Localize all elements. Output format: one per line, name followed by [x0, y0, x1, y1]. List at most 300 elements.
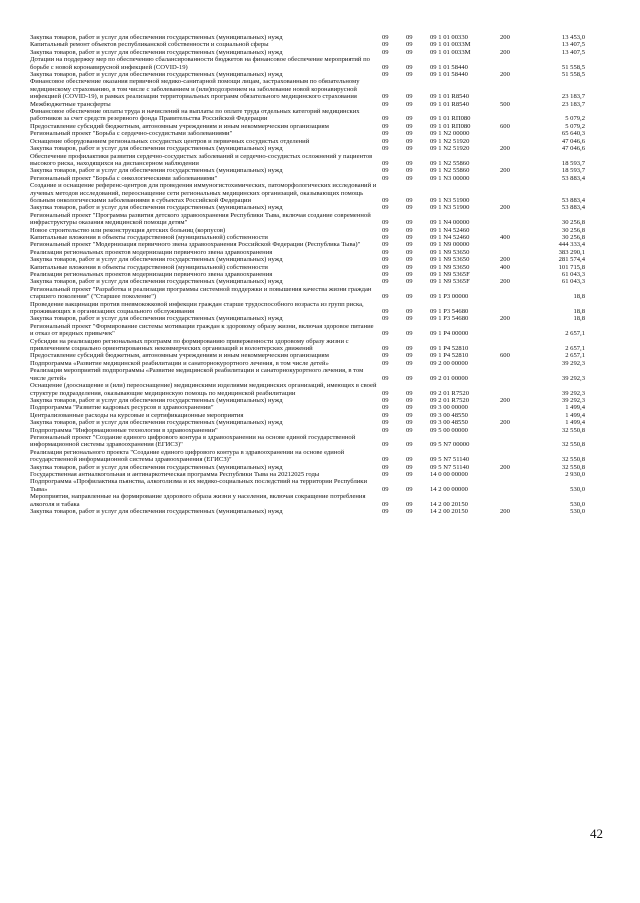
table-row: [30, 241, 585, 248]
row-target-code: 09 3 00 48550: [430, 411, 468, 419]
table-row: [30, 360, 585, 367]
row-target-code: 09 1 N9 53650: [430, 248, 470, 256]
row-amount: 23 183,7: [561, 100, 585, 108]
row-target-code: 09 1 01 RП080: [430, 115, 471, 123]
row-amount: 5 079,2: [565, 115, 585, 123]
table-row: [30, 278, 585, 285]
row-target-code: 09 3 00 48550: [430, 419, 468, 427]
row-section-code: 09: [382, 419, 389, 427]
row-subsection-code: 09: [406, 456, 413, 464]
row-amount: 13 407,5: [561, 41, 585, 49]
row-target-code: 09 1 01 00330: [430, 34, 468, 41]
row-amount: 530,0: [570, 500, 585, 508]
row-target-code: 09 1 01 R8540: [430, 100, 470, 108]
row-name: Закупка товаров, работ и услуг для обеспечения государственных (муниципальных) нужд: [30, 71, 283, 79]
row-name: Оснащение оборудованием региональных сосудистых центров и первичных сосудистых отделений: [30, 137, 310, 145]
table-row: [30, 449, 585, 464]
row-subsection-code: 09: [406, 159, 413, 167]
row-expense-type-code: 200: [500, 419, 510, 427]
row-amount: 47 046,6: [561, 137, 585, 145]
row-target-code: 09 2 01 00000: [430, 374, 468, 382]
row-expense-type-code: 200: [500, 278, 510, 286]
row-target-code: 09 1 N2 00000: [430, 130, 470, 138]
row-subsection-code: 09: [406, 219, 413, 227]
row-name: Закупка товаров, работ и услуг для обеспечения государственных (муниципальных) нужд: [30, 145, 283, 153]
row-target-code: 09 2 01 R7520: [430, 396, 470, 404]
row-amount: 23 183,7: [561, 93, 585, 101]
table-row: [30, 153, 585, 168]
row-target-code: 14 2 00 20150: [430, 500, 468, 508]
row-name: Региональный проект "Модернизация первичного звена здравоохранения Российской Федерации (Республика Тыва)": [30, 241, 361, 249]
row-amount: 444 333,4: [558, 241, 585, 249]
row-section-code: 09: [382, 93, 389, 101]
row-amount: 53 883,4: [561, 174, 585, 182]
row-name: Подпрограмма «Профилактика пьянства, алкоголизма и их медико-социальных последствий на территории Республики Тыва»: [30, 478, 368, 493]
table-row: [30, 227, 585, 234]
row-subsection-code: 09: [406, 463, 413, 471]
row-name: Финансовое обеспечение оказания первичной медико-санитарной помощи лицам, застрахованным по обязательному медицинскому страхованию, в том числе с заболеванием и (или)подозрением на заболевание новой коронавирусной инфекцией (COVID-19), в рамках реализации территориальных программ обязательного медицинского страхования: [30, 78, 360, 101]
row-target-code: 09 1 01 0033М: [430, 48, 471, 56]
row-name: Капитальные вложения в объекты государственной (муниципальной) собственности: [30, 263, 268, 271]
row-name: Региональный проект "Борьба с онкологическими заболеваниями": [30, 174, 218, 182]
row-name: Реализация регионального проекта "Создание единого цифрового контура в здравоохранении на основе единой государственной информационной системы здравоохранения (ЕГИСЗ)": [30, 448, 345, 464]
row-amount: 101 715,8: [558, 263, 585, 271]
row-target-code: 09 1 N4 00000: [430, 219, 470, 227]
row-section-code: 09: [382, 71, 389, 79]
row-amount: 18 593,7: [561, 167, 585, 175]
row-target-code: 09 2 00 00000: [430, 359, 468, 367]
row-amount: 32 550,8: [561, 456, 585, 464]
row-expense-type-code: 400: [500, 233, 510, 241]
row-section-code: 09: [382, 456, 389, 464]
table-row: [30, 234, 585, 241]
table-row: [30, 471, 585, 478]
row-name: Региональный проект "Формирование системы мотивации граждан к здоровому образу жизни, включая здоровое питание и отказ от вредных привычек": [30, 322, 374, 338]
row-subsection-code: 09: [406, 71, 413, 79]
row-expense-type-code: 200: [500, 145, 510, 153]
row-section-code: 09: [382, 315, 389, 323]
row-section-code: 09: [382, 485, 389, 493]
row-name: Дотации на поддержку мер по обеспечению сбалансированности бюджетов на финансовое обеспечение мероприятий по борьбе с новой коронавирусной инфекцией (COVID-19): [30, 56, 370, 71]
row-target-code: 09 1 01 0033М: [430, 41, 471, 49]
row-section-code: 09: [382, 41, 389, 49]
row-expense-type-code: 200: [500, 48, 510, 56]
row-amount: 39 292,3: [561, 389, 585, 397]
table-row: [30, 434, 585, 449]
row-amount: 13 453,0: [561, 34, 585, 41]
row-subsection-code: 09: [406, 293, 413, 301]
row-amount: 18,8: [573, 315, 585, 323]
row-section-code: 09: [382, 293, 389, 301]
row-section-code: 09: [382, 404, 389, 412]
row-amount: 30 256,8: [561, 226, 585, 234]
row-subsection-code: 09: [406, 241, 413, 249]
row-name: Закупка товаров, работ и услуг для обеспечения государственных (муниципальных) нужд: [30, 419, 283, 427]
row-amount: 281 574,4: [558, 256, 585, 264]
row-subsection-code: 09: [406, 271, 413, 278]
row-amount: 18 593,7: [561, 159, 585, 167]
row-name: Субсидии на реализацию региональных программ по формированию приверженности здоровому образу жизни с привлечением социально ориентированных некоммерческих организаций и волонтерских движений: [30, 337, 349, 353]
row-target-code: 09 1 01 R8540: [430, 93, 470, 101]
row-target-code: 09 3 00 00000: [430, 404, 468, 412]
row-target-code: 14 0 00 00000: [430, 470, 468, 478]
row-target-code: 09 1 01 58440: [430, 71, 468, 79]
row-target-code: 09 1 N4 52460: [430, 226, 470, 234]
row-section-code: 09: [382, 204, 389, 212]
row-subsection-code: 09: [406, 441, 413, 449]
row-name: Реализация региональных проектов модернизации первичного звена здравоохранения: [30, 248, 273, 256]
row-subsection-code: 09: [406, 404, 413, 412]
row-name: Капитальные вложения в объекты государственной (муниципальной) собственности: [30, 233, 268, 241]
table-row: [30, 212, 585, 227]
row-name: Реализация региональных проектов модернизации первичного звена здравоохранения: [30, 271, 273, 278]
row-target-code: 09 1 N9 5365F: [430, 278, 470, 286]
row-subsection-code: 09: [406, 374, 413, 382]
row-name: Закупка товаров, работ и услуг для обеспечения государственных (муниципальных) нужд: [30, 48, 283, 56]
table-row: [30, 182, 585, 204]
table-row: [30, 397, 585, 404]
row-section-code: 09: [382, 359, 389, 367]
row-expense-type-code: 200: [500, 463, 510, 471]
row-subsection-code: 09: [406, 426, 413, 434]
row-section-code: 09: [382, 100, 389, 108]
row-subsection-code: 09: [406, 330, 413, 338]
row-expense-type-code: 200: [500, 256, 510, 264]
row-target-code: 09 1 N3 51900: [430, 204, 470, 212]
table-row: [30, 249, 585, 256]
row-amount: 18,8: [573, 293, 585, 301]
row-subsection-code: 09: [406, 278, 413, 286]
row-expense-type-code: 400: [500, 263, 510, 271]
row-target-code: 09 1 P4 00000: [430, 330, 469, 338]
row-name: Региональный проект "Разработка и реализация программы системной поддержки и повышения качества жизни граждан старшего поколения" ("Старшее поколение"): [30, 285, 372, 301]
row-amount: 30 256,8: [561, 233, 585, 241]
row-amount: 39 292,3: [561, 374, 585, 382]
row-target-code: 14 2 00 20150: [430, 508, 468, 515]
row-subsection-code: 09: [406, 508, 413, 515]
row-amount: 383 290,1: [558, 248, 585, 256]
row-amount: 47 046,6: [561, 145, 585, 153]
row-section-code: 09: [382, 426, 389, 434]
row-amount: 32 550,8: [561, 463, 585, 471]
row-name: Закупка товаров, работ и услуг для обеспечения государственных (муниципальных) нужд: [30, 167, 283, 175]
row-subsection-code: 09: [406, 196, 413, 204]
row-target-code: 09 1 N2 51920: [430, 137, 470, 145]
table-row: [30, 49, 585, 56]
row-subsection-code: 09: [406, 470, 413, 478]
row-section-code: 09: [382, 352, 389, 360]
row-amount: 1 499,4: [565, 404, 585, 412]
row-section-code: 09: [382, 137, 389, 145]
row-expense-type-code: 200: [500, 204, 510, 212]
row-target-code: 09 5 00 00000: [430, 426, 468, 434]
row-amount: 30 256,8: [561, 219, 585, 227]
row-section-code: 09: [382, 145, 389, 153]
table-row: [30, 34, 585, 41]
table-row: [30, 493, 585, 508]
table-row: [30, 56, 585, 71]
row-section-code: 09: [382, 463, 389, 471]
row-subsection-code: 09: [406, 93, 413, 101]
table-row: [30, 419, 585, 426]
row-subsection-code: 09: [406, 419, 413, 427]
row-name: Региональный проект "Борьба с сердечно-сосудистыми заболеваниями": [30, 130, 233, 138]
row-amount: 2 657,1: [565, 352, 585, 360]
row-amount: 1 499,4: [565, 411, 585, 419]
row-section-code: 09: [382, 470, 389, 478]
table-row: [30, 145, 585, 152]
row-target-code: 09 1 P4 52810: [430, 345, 469, 353]
row-target-code: 09 1 01 58440: [430, 63, 468, 71]
table-row: [30, 464, 585, 471]
row-section-code: 09: [382, 500, 389, 508]
row-target-code: 09 1 N9 00000: [430, 241, 470, 249]
table-row: [30, 78, 585, 100]
table-row: [30, 175, 585, 182]
row-amount: 1 499,4: [565, 419, 585, 427]
budget-table: [30, 34, 585, 515]
row-target-code: 09 5 N7 51140: [430, 463, 470, 471]
row-target-code: 09 1 01 RП080: [430, 122, 471, 130]
row-subsection-code: 09: [406, 485, 413, 493]
row-name: Закупка товаров, работ и услуг для обеспечения государственных (муниципальных) нужд: [30, 34, 283, 41]
row-name: Оснащение (дооснащение и (или) переоснащение) медицинскими изделиями медицинских организаций, имеющих в своей структуре подразделения, оказывающие медицинскую помощь по медицинской реабилитации: [30, 382, 377, 397]
row-subsection-code: 09: [406, 137, 413, 145]
row-subsection-code: 09: [406, 345, 413, 353]
row-subsection-code: 09: [406, 145, 413, 153]
row-subsection-code: 09: [406, 48, 413, 56]
row-subsection-code: 09: [406, 315, 413, 323]
row-name: Закупка товаров, работ и услуг для обеспечения государственных (муниципальных) нужд: [30, 278, 283, 286]
row-target-code: 09 1 N3 51900: [430, 196, 470, 204]
table-row: [30, 367, 585, 382]
row-amount: 32 550,8: [561, 441, 585, 449]
row-target-code: 09 1 P3 00000: [430, 293, 469, 301]
row-name: Централизованные расходы на курсовые и сертификационные мероприятия: [30, 411, 244, 419]
row-section-code: 09: [382, 233, 389, 241]
row-section-code: 09: [382, 196, 389, 204]
row-target-code: 09 1 P4 52810: [430, 352, 469, 360]
table-row: [30, 167, 585, 174]
row-target-code: 09 1 N3 00000: [430, 174, 470, 182]
row-name: Создание и оснащение референс-центров для проведения иммуногистохимических, патоморфологических исследований и лучевых методов исследований, переоснащение сети региональных медицинских организаций, оказывающих помощь больным онкологическими заболеваниями в субъектах Российской Федерации: [30, 182, 377, 204]
row-section-code: 09: [382, 122, 389, 130]
table-row: [30, 264, 585, 271]
row-amount: 39 292,3: [561, 396, 585, 404]
row-subsection-code: 09: [406, 308, 413, 316]
row-target-code: 09 1 N9 5365F: [430, 271, 470, 278]
row-subsection-code: 09: [406, 34, 413, 41]
row-expense-type-code: 200: [500, 167, 510, 175]
table-row: [30, 286, 585, 301]
row-amount: 2 657,1: [565, 330, 585, 338]
row-amount: 53 883,4: [561, 196, 585, 204]
row-target-code: 09 1 N2 55860: [430, 159, 470, 167]
row-subsection-code: 09: [406, 352, 413, 360]
table-row: [30, 352, 585, 359]
row-expense-type-code: 600: [500, 352, 510, 360]
row-expense-type-code: 200: [500, 71, 510, 79]
row-amount: 51 558,5: [561, 71, 585, 79]
row-name: Закупка товаров, работ и услуг для обеспечения государственных (муниципальных) нужд: [30, 396, 283, 404]
row-name: Предоставление субсидий бюджетным, автономным учреждениям и иным некоммерческим организациям: [30, 122, 329, 130]
table-row: [30, 101, 585, 108]
row-name: Новое строительство или реконструкция детских больниц (корпусов): [30, 226, 226, 234]
row-name: Закупка товаров, работ и услуг для обеспечения государственных (муниципальных) нужд: [30, 463, 283, 471]
row-target-code: 09 1 N4 52460: [430, 233, 470, 241]
row-section-code: 09: [382, 508, 389, 515]
table-row: [30, 130, 585, 137]
row-section-code: 09: [382, 130, 389, 138]
row-name: Финансовое обеспечение оплаты труда и начислений на выплаты по оплате труда отдельных категорий медицинских работников за счет средств резервного фонда Правительства Российской Федерации: [30, 108, 360, 123]
row-expense-type-code: 200: [500, 34, 510, 41]
row-subsection-code: 09: [406, 115, 413, 123]
row-target-code: 09 5 N7 00000: [430, 441, 470, 449]
row-section-code: 09: [382, 330, 389, 338]
table-row: [30, 315, 585, 322]
row-target-code: 09 2 01 R7520: [430, 389, 470, 397]
row-subsection-code: 09: [406, 256, 413, 264]
row-target-code: 09 5 N7 51140: [430, 456, 470, 464]
table-row: [30, 41, 585, 48]
row-section-code: 09: [382, 256, 389, 264]
row-subsection-code: 09: [406, 63, 413, 71]
row-amount: 51 558,5: [561, 63, 585, 71]
table-row: [30, 108, 585, 123]
table-row: [30, 138, 585, 145]
table-row: [30, 204, 585, 211]
page-number: 42: [590, 826, 603, 841]
row-section-code: 09: [382, 389, 389, 397]
row-name: Предоставление субсидий бюджетным, автономным учреждениям и иным некоммерческим организациям: [30, 352, 329, 360]
table-row: [30, 404, 585, 411]
row-name: Закупка товаров, работ и услуг для обеспечения государственных (муниципальных) нужд: [30, 315, 283, 323]
row-section-code: 09: [382, 271, 389, 278]
row-section-code: 09: [382, 115, 389, 123]
row-subsection-code: 09: [406, 174, 413, 182]
row-section-code: 09: [382, 263, 389, 271]
row-section-code: 09: [382, 48, 389, 56]
row-section-code: 09: [382, 159, 389, 167]
table-row: [30, 338, 585, 353]
row-amount: 2 930,0: [565, 470, 585, 478]
row-name: Подпрограмма «Развитие медицинской реабилитации и санаторнокурортного лечения, в том числе детей»: [30, 359, 329, 367]
row-name: Обеспечение профилактики развития сердечно-сосудистых заболеваний и сердечно-сосудистых осложнений у пациентов высокого риска, находящихся на диспансерном наблюдении: [30, 152, 373, 167]
row-subsection-code: 09: [406, 411, 413, 419]
table-row: [30, 256, 585, 263]
row-subsection-code: 09: [406, 389, 413, 397]
row-amount: 39 292,3: [561, 359, 585, 367]
row-name: Подпрограмма "Развитие кадровых ресурсов в здравоохранении": [30, 404, 214, 412]
row-amount: 5 079,2: [565, 122, 585, 130]
row-section-code: 09: [382, 34, 389, 41]
row-target-code: 09 1 N9 53650: [430, 263, 470, 271]
row-subsection-code: 09: [406, 233, 413, 241]
row-amount: 2 657,1: [565, 345, 585, 353]
row-expense-type-code: 200: [500, 315, 510, 323]
row-amount: 61 043,3: [561, 278, 585, 286]
row-expense-type-code: 200: [500, 396, 510, 404]
row-amount: 61 043,3: [561, 271, 585, 278]
table-row: [30, 323, 585, 338]
row-subsection-code: 09: [406, 359, 413, 367]
row-section-code: 09: [382, 219, 389, 227]
row-target-code: 09 1 N2 55860: [430, 167, 470, 175]
row-subsection-code: 09: [406, 396, 413, 404]
row-amount: 530,0: [570, 485, 585, 493]
table-row: [30, 478, 585, 493]
table-row: [30, 508, 585, 515]
row-name: Закупка товаров, работ и услуг для обеспечения государственных (муниципальных) нужд: [30, 508, 283, 515]
row-expense-type-code: 200: [500, 508, 510, 515]
row-subsection-code: 09: [406, 130, 413, 138]
row-subsection-code: 09: [406, 100, 413, 108]
row-name: Межбюджетные трансферты: [30, 100, 111, 108]
row-name: Закупка товаров, работ и услуг для обеспечения государственных (муниципальных) нужд: [30, 204, 283, 212]
row-name: Закупка товаров, работ и услуг для обеспечения государственных (муниципальных) нужд: [30, 256, 283, 264]
row-section-code: 09: [382, 396, 389, 404]
row-section-code: 09: [382, 241, 389, 249]
row-name: Реализация мероприятий подпрограммы «Развитие медицинской реабилитации и санаторнокурортного лечения, в том числе детей»: [30, 367, 364, 382]
row-target-code: 14 2 00 00000: [430, 485, 468, 493]
row-name: Региональный проект "Программа развития детского здравоохранения Республики Тыва, включая создание современной инфраструктуры оказания медицинской помощи детям": [30, 211, 371, 227]
table-row: [30, 123, 585, 130]
row-section-code: 09: [382, 226, 389, 234]
table-row: [30, 412, 585, 419]
row-name: Государственная антиалкогольная и антинаркотическая программа Республики Тыва на 20212025 годы: [30, 470, 320, 478]
row-subsection-code: 09: [406, 122, 413, 130]
table-row: [30, 271, 585, 278]
row-target-code: 09 1 N2 51920: [430, 145, 470, 153]
row-name: Подпрограмма "Информационные технологии в здравоохранении": [30, 426, 218, 434]
table-row: [30, 382, 585, 397]
row-amount: 65 640,3: [561, 130, 585, 138]
row-section-code: 09: [382, 248, 389, 256]
row-name: Региональный проект "Создание единого цифрового контура в здравоохранении на основе единой государственной информационной системы здравоохранения (ЕГИСЗ)": [30, 433, 356, 449]
row-section-code: 09: [382, 63, 389, 71]
row-amount: 13 407,5: [561, 48, 585, 56]
row-subsection-code: 09: [406, 204, 413, 212]
row-section-code: 09: [382, 174, 389, 182]
row-subsection-code: 09: [406, 263, 413, 271]
table-row: [30, 427, 585, 434]
table-row: [30, 301, 585, 316]
row-target-code: 09 1 P3 54680: [430, 308, 469, 316]
row-section-code: 09: [382, 441, 389, 449]
row-amount: 18,8: [573, 308, 585, 316]
row-subsection-code: 09: [406, 500, 413, 508]
table-row: [30, 71, 585, 78]
row-target-code: 09 1 N9 53650: [430, 256, 470, 264]
row-section-code: 09: [382, 345, 389, 353]
row-section-code: 09: [382, 411, 389, 419]
row-amount: 53 883,4: [561, 204, 585, 212]
row-target-code: 09 1 P3 54680: [430, 315, 469, 323]
row-section-code: 09: [382, 278, 389, 286]
row-section-code: 09: [382, 167, 389, 175]
row-expense-type-code: 600: [500, 122, 510, 130]
row-name: Мероприятия, направленные на формирование здорового образа жизни у населения, включая сокращение потребления алкоголя и табака: [30, 493, 366, 508]
row-expense-type-code: 500: [500, 100, 510, 108]
row-name: Капитальный ремонт объектов республиканской собственности и социальной сферы: [30, 41, 269, 49]
row-subsection-code: 09: [406, 248, 413, 256]
row-name: Проведение вакцинации против пневмококковой инфекции граждан старше трудоспособного возраста из групп риска, проживающих в организациях социального обслуживания: [30, 300, 364, 316]
row-section-code: 09: [382, 374, 389, 382]
row-amount: 530,0: [570, 508, 585, 515]
row-subsection-code: 09: [406, 41, 413, 49]
row-amount: 32 550,8: [561, 426, 585, 434]
row-subsection-code: 09: [406, 167, 413, 175]
